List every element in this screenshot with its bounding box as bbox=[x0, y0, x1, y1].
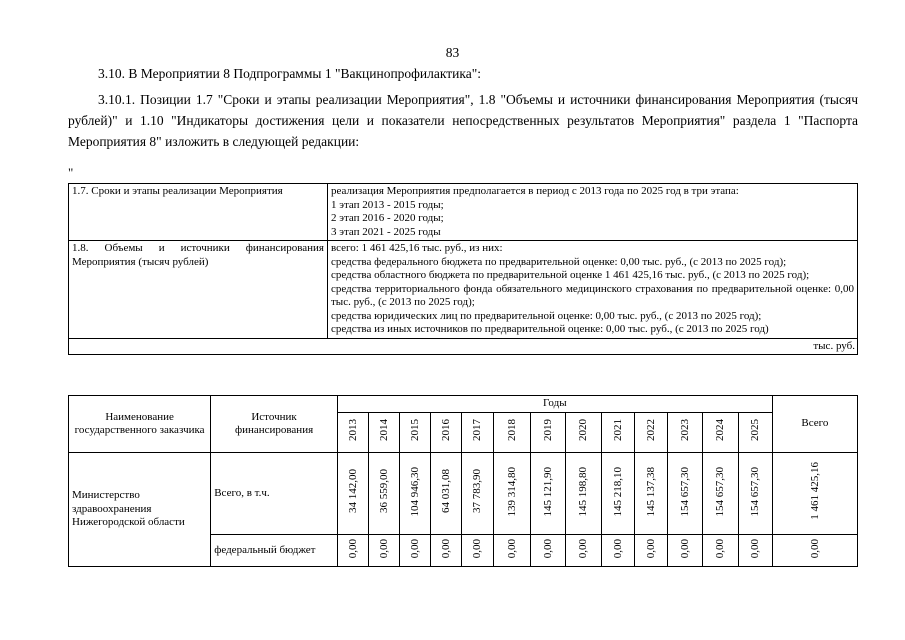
year-2013-header: 2013 bbox=[337, 413, 368, 453]
unit-row bbox=[69, 338, 858, 355]
value-cell: 145 121,90 bbox=[530, 453, 565, 535]
value-cell: 154 657,30 bbox=[738, 453, 772, 535]
value-cell: 0,00 bbox=[462, 535, 493, 567]
opening-quote-mark: " bbox=[68, 165, 74, 180]
row-1-7-content bbox=[328, 184, 858, 241]
year-2017-header: 2017 bbox=[462, 413, 493, 453]
passport-row-1-7 bbox=[69, 184, 858, 241]
year-2024-header: 2024 bbox=[703, 413, 738, 453]
row-1-8-line: средства областного бюджета по предварительной оценке 1 461 425,16 тыс. руб., (с 2013 по 2025 год); bbox=[331, 269, 810, 281]
row-1-8-line: средства федерального бюджета по предварительной оценке: 0,00 тыс. руб., (с 2013 по 2025 год); bbox=[331, 255, 787, 268]
value-cell: 0,00 bbox=[634, 535, 667, 567]
total-header: Всего bbox=[772, 396, 857, 453]
intro-paragraph-2: 3.10.1. Позиции 1.7 "Сроки и этапы реализации Мероприятия", 1.8 "Объемы и источники финансирования Мероприятия (тысяч рублей)" и 1.10 "Индикаторы достижения цели и показатели непосредственных результатов Мероприятия" раздела 1 "Паспорта Мероприятия 8" изложить в следующей редакции: bbox=[68, 92, 858, 149]
value-cell: 0,00 bbox=[431, 535, 462, 567]
value-cell: 64 031,08 bbox=[431, 453, 462, 535]
value-cell: 0,00 bbox=[369, 535, 400, 567]
year-2016-header: 2016 bbox=[431, 413, 462, 453]
value-cell: 154 657,30 bbox=[703, 453, 738, 535]
value-cell: 0,00 bbox=[400, 535, 431, 567]
passport-row-1-8 bbox=[69, 241, 858, 339]
value-cell: 0,00 bbox=[703, 535, 738, 567]
customer-name: Министерство здравоохранения Нижегородской области bbox=[69, 453, 211, 567]
value-cell: 145 218,10 bbox=[601, 453, 634, 535]
year-2022-header: 2022 bbox=[634, 413, 667, 453]
value-cell: 37 783,90 bbox=[462, 453, 493, 535]
value-cell: 0,00 bbox=[566, 535, 601, 567]
value-cell: 0,00 bbox=[667, 535, 702, 567]
row-1-8-content bbox=[328, 241, 858, 339]
value-cell: 0,00 bbox=[530, 535, 565, 567]
customer-header: Наименование государственного заказчика bbox=[69, 396, 211, 453]
row-1-8-line: средства юридических лиц по предварительной оценке: 0,00 тыс. руб., (с 2013 по 2025 год); bbox=[331, 309, 762, 322]
year-2015-header: 2015 bbox=[400, 413, 431, 453]
source-name: федеральный бюджет bbox=[211, 535, 338, 567]
value-cell: 0,00 bbox=[493, 535, 530, 567]
row-1-8-label: 1.8. Объемы и источники финансирования Мероприятия (тысяч рублей) bbox=[69, 241, 328, 339]
value-cell: 104 946,30 bbox=[400, 453, 431, 535]
row-1-7-line: 3 этап 2021 - 2025 годы bbox=[331, 225, 441, 238]
row-1-8-line: средства территориального фонда обязательного медицинского страхования по предварительной оценке: 0,00 тыс. руб., (с 2013 по 2025 год); bbox=[331, 282, 854, 308]
year-2020-header: 2020 bbox=[566, 413, 601, 453]
passport-table bbox=[68, 183, 858, 355]
years-header: Годы bbox=[337, 396, 772, 413]
value-cell: 0,00 bbox=[738, 535, 772, 567]
year-2023-header: 2023 bbox=[667, 413, 702, 453]
finance-header-row bbox=[69, 396, 858, 413]
value-cell: 154 657,30 bbox=[667, 453, 702, 535]
value-cell: 34 142,00 bbox=[337, 453, 368, 535]
table-row bbox=[69, 453, 858, 535]
value-cell: 145 137,38 bbox=[634, 453, 667, 535]
year-2019-header: 2019 bbox=[530, 413, 565, 453]
value-cell: 0,00 bbox=[601, 535, 634, 567]
row-1-7-line: реализация Мероприятия предполагается в период с 2013 года по 2025 год в три этапа: bbox=[331, 185, 739, 197]
year-2021-header: 2021 bbox=[601, 413, 634, 453]
total-cell: 1 461 425,16 bbox=[772, 453, 857, 535]
source-header: Источник финансирования bbox=[211, 396, 338, 453]
year-2025-header: 2025 bbox=[738, 413, 772, 453]
page-number: 83 bbox=[445, 45, 460, 60]
year-2018-header: 2018 bbox=[493, 413, 530, 453]
value-cell: 0,00 bbox=[337, 535, 368, 567]
row-1-7-line: 1 этап 2013 - 2015 годы; bbox=[331, 198, 444, 211]
row-1-7-label: 1.7. Сроки и этапы реализации Мероприятия bbox=[69, 184, 328, 241]
row-1-7-line: 2 этап 2016 - 2020 годы; bbox=[331, 212, 444, 224]
total-cell: 0,00 bbox=[772, 535, 857, 567]
row-1-8-line: всего: 1 461 425,16 тыс. руб., из них: bbox=[331, 242, 503, 254]
intro-paragraph-1: 3.10. В Мероприятии 8 Подпрограммы 1 "Вакцинопрофилактика": bbox=[98, 66, 481, 81]
value-cell: 36 559,00 bbox=[369, 453, 400, 535]
finance-table bbox=[68, 395, 858, 567]
value-cell: 139 314,80 bbox=[493, 453, 530, 535]
value-cell: 145 198,80 bbox=[566, 453, 601, 535]
year-2014-header: 2014 bbox=[369, 413, 400, 453]
row-1-8-line: средства из иных источников по предварительной оценке: 0,00 тыс. руб., (с 2013 по 2025 год) bbox=[331, 323, 769, 335]
unit-label: тыс. руб. bbox=[69, 338, 858, 355]
source-name: Всего, в т.ч. bbox=[211, 453, 338, 535]
